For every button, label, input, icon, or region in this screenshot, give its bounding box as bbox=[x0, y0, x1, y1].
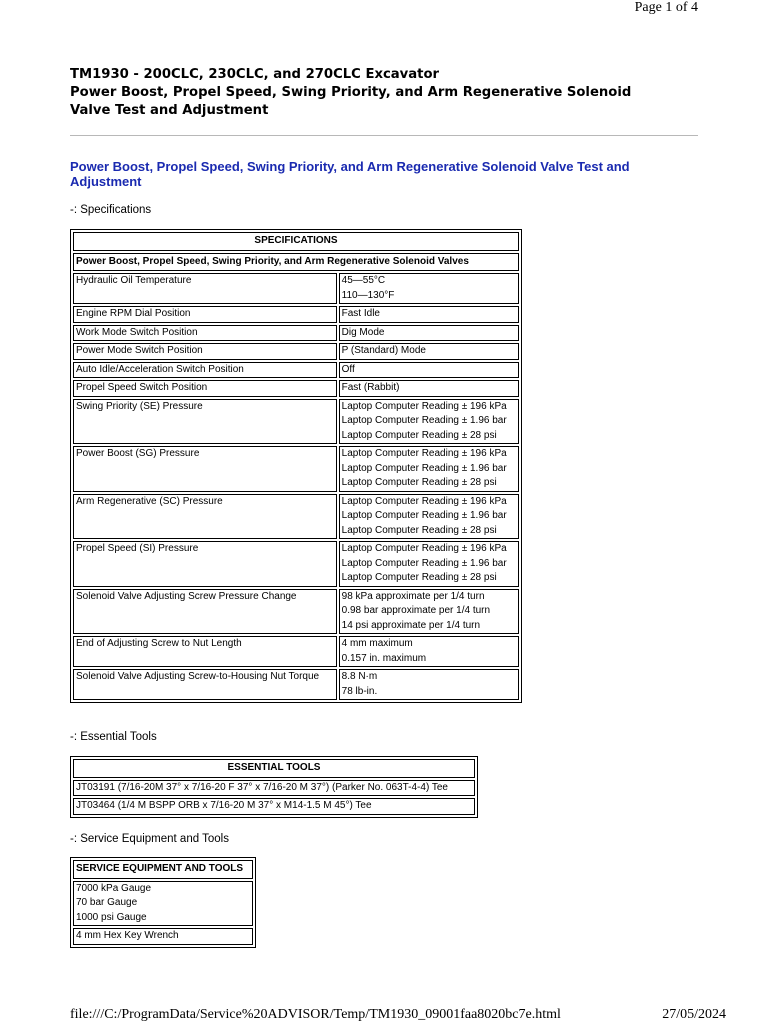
table-row bbox=[73, 494, 519, 540]
spec-value-cell-line: Laptop Computer Reading ± 1.96 bar bbox=[341, 462, 507, 474]
document-title-line: Power Boost, Propel Speed, Swing Priority, and Arm Regenerative Solenoid bbox=[70, 85, 632, 100]
spec-value-cell-line: P (Standard) Mode bbox=[341, 345, 426, 356]
essential-tool-cell: JT03191 (7/16-20M 37° x 7/16-20 F 37° x 7/16-20 M 37°) (Parker No. 063T-4-4) Tee bbox=[73, 780, 475, 797]
spec-value-cell-line: 4 mm maximum bbox=[341, 638, 413, 649]
service-equipment-cell-line: 70 bar Gauge bbox=[76, 897, 138, 908]
spec-value-cell-line: Laptop Computer Reading ± 196 kPa bbox=[341, 543, 507, 554]
spec-value-cell bbox=[339, 273, 519, 304]
spec-name-cell: Swing Priority (SE) Pressure bbox=[73, 399, 337, 445]
spec-value-cell bbox=[339, 325, 519, 342]
spec-value-cell-line: 110—130°F bbox=[341, 289, 395, 301]
spec-name-cell: Solenoid Valve Adjusting Screw-to-Housing Nut Torque bbox=[73, 669, 337, 700]
essential-tools-table bbox=[70, 756, 478, 818]
spec-name-cell: Arm Regenerative (SC) Pressure bbox=[73, 494, 337, 540]
essential-tool-cell: JT03464 (1/4 M BSPP ORB x 7/16-20 M 37° x M14-1.5 M 45°) Tee bbox=[73, 798, 475, 815]
table-row bbox=[73, 380, 519, 397]
table-header-row bbox=[73, 759, 475, 778]
table-row bbox=[73, 798, 475, 815]
table-row bbox=[73, 881, 253, 927]
spec-value-cell-line: Laptop Computer Reading ± 196 kPa bbox=[341, 400, 507, 412]
page-number: Page 1 of 4 bbox=[634, 0, 698, 15]
spec-value-cell bbox=[339, 380, 519, 397]
spec-value-cell-line: Dig Mode bbox=[341, 326, 385, 338]
spec-value-cell bbox=[339, 494, 519, 540]
spec-value-cell-line: Fast (Rabbit) bbox=[341, 382, 400, 393]
table-row bbox=[73, 928, 253, 945]
spec-value-cell bbox=[339, 362, 519, 379]
spec-name-cell: Propel Speed Switch Position bbox=[73, 380, 337, 397]
spec-value-cell-line: Laptop Computer Reading ± 196 kPa bbox=[341, 448, 507, 459]
service-equipment-title: SERVICE EQUIPMENT AND TOOLS bbox=[73, 860, 253, 879]
spec-name-cell: Solenoid Valve Adjusting Screw Pressure Change bbox=[73, 589, 337, 635]
essential-tools-table-body bbox=[73, 759, 475, 815]
spec-value-cell-line: Laptop Computer Reading ± 1.96 bar bbox=[341, 415, 507, 426]
specifications-subtitle: Power Boost, Propel Speed, Swing Priority, and Arm Regenerative Solenoid Valves bbox=[73, 253, 519, 272]
spec-value-cell-line: 0.98 bar approximate per 1/4 turn bbox=[341, 605, 491, 616]
spec-value-cell bbox=[339, 399, 519, 445]
spec-value-cell-line: Fast Idle bbox=[341, 308, 380, 319]
service-equipment-table-body bbox=[73, 860, 253, 945]
specifications-table-body bbox=[73, 232, 519, 700]
table-row bbox=[73, 399, 519, 445]
spec-value-cell-line: Off bbox=[341, 363, 355, 375]
table-row bbox=[73, 780, 475, 797]
table-row bbox=[73, 669, 519, 700]
spec-value-cell bbox=[339, 541, 519, 587]
title-divider bbox=[70, 135, 698, 136]
table-row bbox=[73, 343, 519, 360]
service-equipment-cell-line: 7000 kPa Gauge bbox=[76, 882, 152, 894]
service-equipment-cell-line: 4 mm Hex Key Wrench bbox=[76, 930, 179, 941]
table-header-row bbox=[73, 860, 253, 879]
document-title-line: TM1930 - 200CLC, 230CLC, and 270CLC Excavator bbox=[70, 67, 440, 82]
spec-value-cell-line: 78 lb-in. bbox=[341, 685, 378, 697]
service-equipment-label: -: Service Equipment and Tools bbox=[70, 833, 229, 845]
table-row bbox=[73, 636, 519, 667]
section-heading-line: Power Boost, Propel Speed, Swing Priority, and Arm Regenerative Solenoid Valve Test and bbox=[70, 159, 630, 174]
specifications-table bbox=[70, 229, 522, 703]
spec-value-cell-line: Laptop Computer Reading ± 28 psi bbox=[341, 524, 497, 536]
spec-value-cell-line: Laptop Computer Reading ± 1.96 bar bbox=[341, 510, 507, 521]
spec-value-cell-line: Laptop Computer Reading ± 28 psi bbox=[341, 429, 497, 441]
table-row bbox=[73, 306, 519, 323]
table-row bbox=[73, 446, 519, 492]
table-row bbox=[73, 589, 519, 635]
spec-value-cell-line: 0.157 in. maximum bbox=[341, 652, 427, 664]
spec-name-cell: Auto Idle/Acceleration Switch Position bbox=[73, 362, 337, 379]
spec-value-cell-line: Laptop Computer Reading ± 28 psi bbox=[341, 477, 497, 488]
spec-value-cell-line: 98 kPa approximate per 1/4 turn bbox=[341, 590, 485, 602]
service-equipment-cell-line: 1000 psi Gauge bbox=[76, 911, 147, 923]
section-heading bbox=[70, 159, 710, 189]
footer-file-path: file:///C:/ProgramData/Service%20ADVISOR/Temp/TM1930_09001faa8020bc7e.html bbox=[70, 1007, 561, 1022]
document-title bbox=[70, 66, 700, 120]
specifications-title: SPECIFICATIONS bbox=[73, 232, 519, 251]
specifications-label: -: Specifications bbox=[70, 204, 152, 216]
spec-value-cell-line: Laptop Computer Reading ± 1.96 bar bbox=[341, 557, 507, 569]
service-equipment-table bbox=[70, 857, 256, 948]
document-title-line: Valve Test and Adjustment bbox=[70, 103, 269, 118]
spec-name-cell: Work Mode Switch Position bbox=[73, 325, 337, 342]
table-row bbox=[73, 541, 519, 587]
essential-tools-label: -: Essential Tools bbox=[70, 731, 157, 743]
spec-value-cell-line: 8.8 N·m bbox=[341, 671, 378, 682]
spec-value-cell-line: 45—55°C bbox=[341, 275, 386, 286]
table-subheader-row bbox=[73, 253, 519, 272]
spec-name-cell: Hydraulic Oil Temperature bbox=[73, 273, 337, 304]
spec-value-cell bbox=[339, 446, 519, 492]
spec-name-cell: Engine RPM Dial Position bbox=[73, 306, 337, 323]
section-heading-line: Adjustment bbox=[70, 174, 142, 189]
spec-name-cell: Power Mode Switch Position bbox=[73, 343, 337, 360]
service-equipment-cell bbox=[73, 928, 253, 945]
spec-value-cell-line: 14 psi approximate per 1/4 turn bbox=[341, 619, 481, 631]
spec-value-cell-line: Laptop Computer Reading ± 28 psi bbox=[341, 572, 497, 583]
spec-value-cell bbox=[339, 636, 519, 667]
spec-value-cell bbox=[339, 306, 519, 323]
spec-value-cell bbox=[339, 343, 519, 360]
spec-value-cell bbox=[339, 669, 519, 700]
table-row bbox=[73, 273, 519, 304]
table-row bbox=[73, 362, 519, 379]
spec-name-cell: Propel Speed (SI) Pressure bbox=[73, 541, 337, 587]
spec-name-cell: Power Boost (SG) Pressure bbox=[73, 446, 337, 492]
service-equipment-cell bbox=[73, 881, 253, 927]
essential-tools-title: ESSENTIAL TOOLS bbox=[73, 759, 475, 778]
footer-date: 27/05/2024 bbox=[662, 1007, 726, 1022]
table-row bbox=[73, 325, 519, 342]
spec-value-cell-line: Laptop Computer Reading ± 196 kPa bbox=[341, 495, 507, 507]
table-header-row bbox=[73, 232, 519, 251]
spec-name-cell: End of Adjusting Screw to Nut Length bbox=[73, 636, 337, 667]
spec-value-cell bbox=[339, 589, 519, 635]
